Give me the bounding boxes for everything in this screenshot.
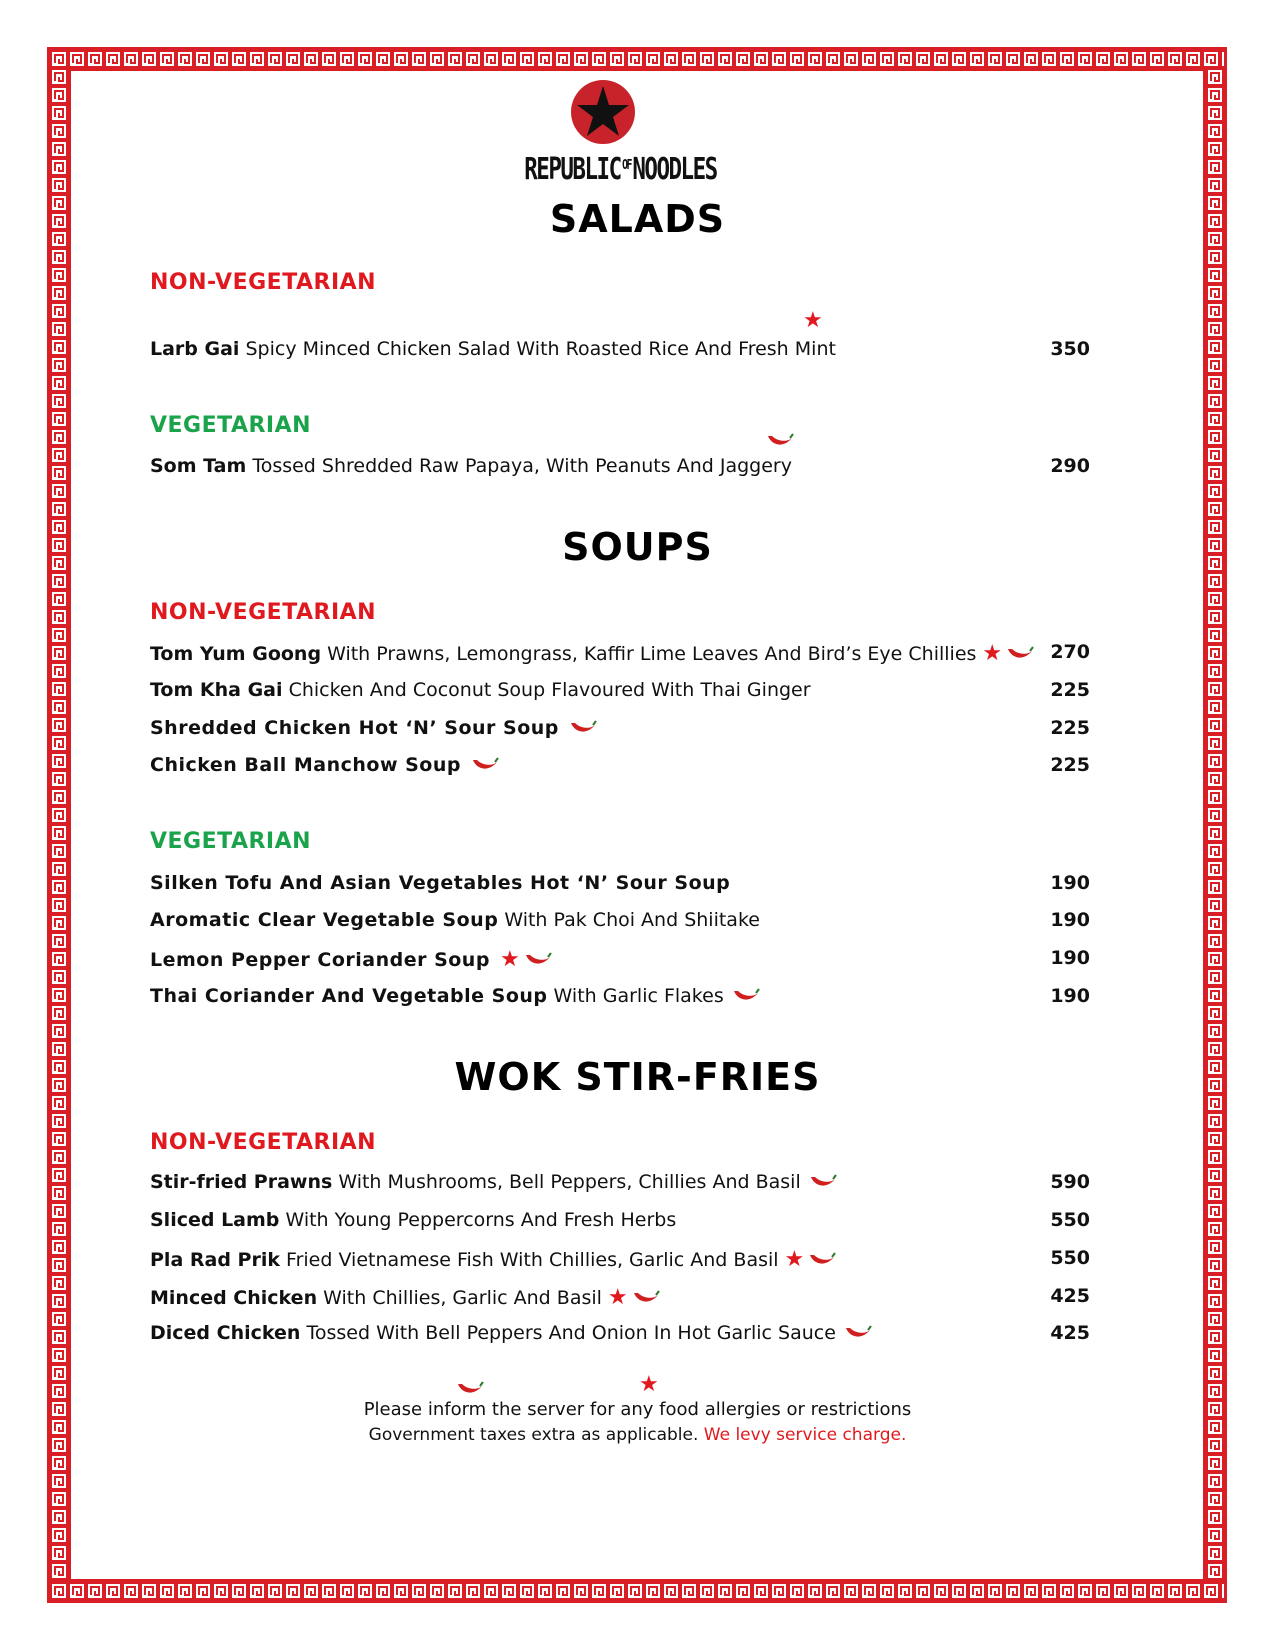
menu-item xyxy=(150,679,1090,701)
allergy-note: Please inform the server for any food allergies or restrictions xyxy=(363,1399,912,1420)
chili-icon xyxy=(524,951,552,974)
star-icon: ★ xyxy=(803,308,823,333)
chili-icon xyxy=(569,719,597,742)
item-name: Silken Tofu And Asian Vegetables Hot ‘N’ Sour Soup xyxy=(150,872,731,894)
menu-item xyxy=(150,717,1090,742)
star-icon: ★ xyxy=(982,641,1003,666)
price: 190 xyxy=(1050,985,1090,1007)
category-salads-veg: VEGETARIAN xyxy=(150,413,312,438)
price: 225 xyxy=(1050,754,1090,776)
chili-icon xyxy=(766,432,794,454)
price: 550 xyxy=(1050,1247,1090,1269)
border-pattern-left xyxy=(50,68,68,1582)
menu-item xyxy=(150,909,1090,931)
price: 350 xyxy=(1050,338,1090,360)
item-name: Pla Rad Prik xyxy=(150,1249,280,1271)
item-name: Shredded Chicken Hot ‘N’ Sour Soup xyxy=(150,717,559,739)
border-pattern-bottom xyxy=(50,1582,1224,1600)
item-name: Stir-fried Prawns xyxy=(150,1171,333,1193)
item-name: Sliced Lamb xyxy=(150,1209,280,1231)
star-icon: ★ xyxy=(607,1285,628,1310)
price: 270 xyxy=(1050,641,1090,663)
item-description: Tossed Shredded Raw Papaya, With Peanuts And Jaggery xyxy=(246,455,792,477)
menu-item xyxy=(150,1322,1090,1347)
category-wok-non-veg: NON-VEGETARIAN xyxy=(150,1130,377,1155)
brand-name-of: OF xyxy=(622,158,631,173)
brand-name xyxy=(524,152,717,187)
price: 290 xyxy=(1050,455,1090,477)
menu-item xyxy=(150,455,1090,477)
tax-note-line xyxy=(0,1425,1275,1445)
item-description: Chicken And Coconut Soup Flavoured With Thai Ginger xyxy=(282,679,811,701)
item-description: With Pak Choi And Shiitake xyxy=(498,909,760,931)
item-name: Larb Gai xyxy=(150,338,240,360)
item-name: Minced Chicken xyxy=(150,1287,318,1309)
service-charge-note: We levy service charge. xyxy=(703,1425,907,1445)
section-title-salads: SALADS xyxy=(549,197,726,241)
price: 425 xyxy=(1050,1322,1090,1344)
price: 225 xyxy=(1050,717,1090,739)
brand-name-part2: NOODLES xyxy=(632,152,717,187)
star-icon: ★ xyxy=(784,1247,805,1272)
item-description: Tossed With Bell Peppers And Onion In Hot Garlic Sauce xyxy=(300,1322,836,1344)
price: 225 xyxy=(1050,679,1090,701)
menu-item xyxy=(150,338,1090,360)
menu-item xyxy=(150,985,1090,1010)
item-description: With Mushrooms, Bell Peppers, Chillies And Basil xyxy=(332,1171,801,1193)
border-pattern-right xyxy=(1206,68,1224,1582)
item-name: Som Tam xyxy=(150,455,247,477)
item-description: Spicy Minced Chicken Salad With Roasted Rice And Fresh Mint xyxy=(239,338,836,360)
chili-icon xyxy=(844,1324,872,1347)
chili-icon xyxy=(732,987,760,1010)
item-name: Chicken Ball Manchow Soup xyxy=(150,754,461,776)
price: 590 xyxy=(1050,1171,1090,1193)
price: 190 xyxy=(1050,947,1090,969)
item-name: Lemon Pepper Coriander Soup xyxy=(150,949,490,971)
item-name: Aromatic Clear Vegetable Soup xyxy=(150,909,499,931)
section-title-wok-stir-fries: WOK STIR-FRIES xyxy=(454,1055,821,1099)
chili-icon xyxy=(808,1251,836,1274)
brand-logo xyxy=(498,80,717,187)
item-description: With Prawns, Lemongrass, Kaffir Lime Leaves And Bird’s Eye Chillies xyxy=(321,643,977,665)
price: 425 xyxy=(1050,1285,1090,1307)
tax-note: Government taxes extra as applicable. xyxy=(368,1425,699,1445)
menu-item xyxy=(150,872,1090,894)
menu-item xyxy=(150,1209,1090,1231)
item-name: Diced Chicken xyxy=(150,1322,301,1344)
section-title-soups: SOUPS xyxy=(562,525,713,569)
item-description: With Garlic Flakes xyxy=(547,985,724,1007)
chili-icon xyxy=(632,1289,660,1312)
chili-icon xyxy=(471,756,499,779)
menu-item xyxy=(150,1171,1090,1196)
star-icon: ★ xyxy=(499,947,520,972)
category-soups-non-veg: NON-VEGETARIAN xyxy=(150,600,377,625)
border-pattern-top xyxy=(50,50,1224,68)
item-name: Thai Coriander And Vegetable Soup xyxy=(150,985,548,1007)
price: 550 xyxy=(1050,1209,1090,1231)
item-description: With Young Peppercorns And Fresh Herbs xyxy=(279,1209,677,1231)
price: 190 xyxy=(1050,909,1090,931)
menu-item xyxy=(150,641,1090,668)
menu-item xyxy=(150,754,1090,779)
menu-item xyxy=(150,1247,1090,1274)
category-salads-non-veg: NON-VEGETARIAN xyxy=(150,270,377,295)
menu-item xyxy=(150,1285,1090,1312)
item-name: Tom Kha Gai xyxy=(150,679,283,701)
item-name: Tom Yum Goong xyxy=(150,643,322,665)
menu-border-inner xyxy=(68,68,1206,1582)
menu-item xyxy=(150,947,1090,974)
brand-name-part1: REPUBLIC xyxy=(524,152,621,187)
category-soups-veg: VEGETARIAN xyxy=(150,829,312,854)
chili-icon xyxy=(809,1173,837,1196)
legend-star-icon: ★ xyxy=(639,1372,659,1397)
item-description: With Chillies, Garlic And Basil xyxy=(317,1287,602,1309)
logo-star-icon xyxy=(571,80,635,144)
price: 190 xyxy=(1050,872,1090,894)
chili-icon xyxy=(1006,645,1034,668)
item-description: Fried Vietnamese Fish With Chillies, Garlic And Basil xyxy=(280,1249,779,1271)
